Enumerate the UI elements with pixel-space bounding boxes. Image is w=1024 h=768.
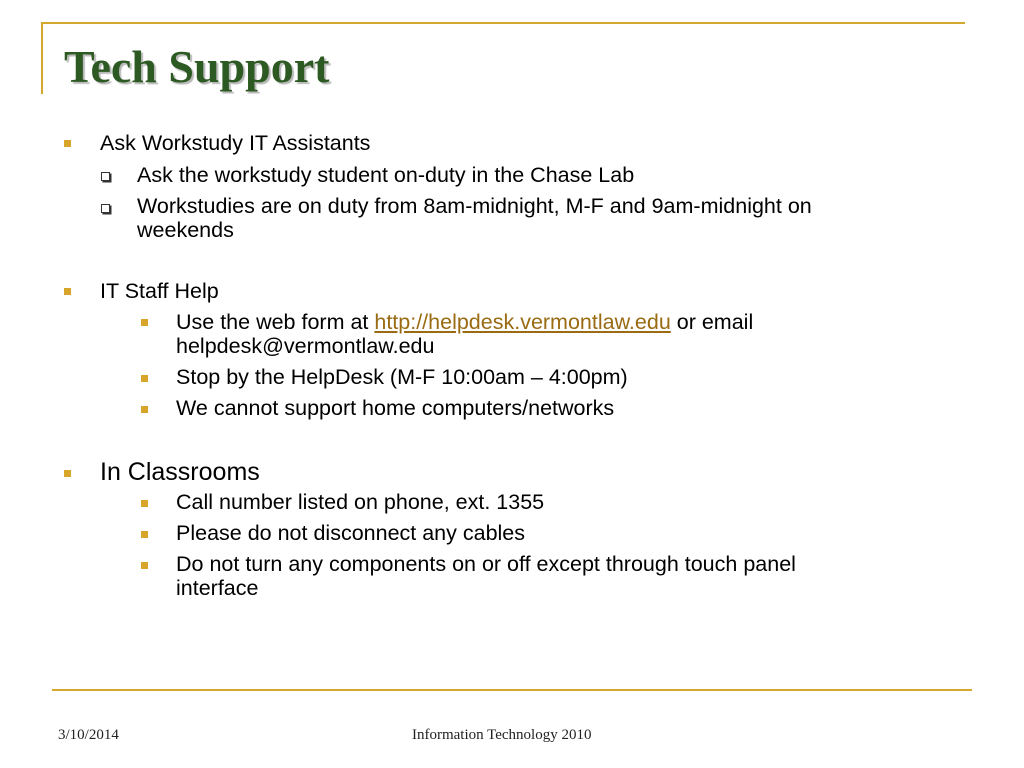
- helpdesk-link[interactable]: http://helpdesk.vermontlaw.edu: [374, 310, 671, 334]
- footer-title: Information Technology 2010: [412, 727, 592, 743]
- bullet-square-icon: [141, 319, 148, 326]
- workstudy-item-2-cont: weekends: [137, 218, 234, 242]
- section-workstudy-label: Ask Workstudy IT Assistants: [100, 131, 371, 155]
- bullet-square-icon: [64, 470, 71, 477]
- bullet-square-icon: [141, 500, 148, 507]
- classroom-item-components: Do not turn any components on or off except through touch panel: [176, 552, 796, 576]
- bullet-square-icon: [64, 288, 71, 295]
- bullet-square-icon: [64, 140, 71, 147]
- section-staff-label: IT Staff Help: [100, 279, 219, 303]
- bullet-square-icon: [141, 375, 148, 382]
- bullet-square-icon: [141, 531, 148, 538]
- classroom-item-phone: Call number listed on phone, ext. 1355: [176, 490, 545, 514]
- classroom-item-cables: Please do not disconnect any cables: [176, 521, 526, 545]
- slide-title: Tech Support: [64, 41, 330, 92]
- helpdesk-email: helpdesk@vermontlaw.edu: [176, 334, 435, 358]
- workstudy-item-2: Workstudies are on duty from 8am-midnight, M-F and 9am-midnight on: [137, 194, 812, 218]
- webform-suffix: or email: [670, 310, 754, 334]
- footer-rule: [52, 689, 972, 691]
- staff-item-home: We cannot support home computers/networks: [176, 396, 615, 420]
- bullet-square-icon: [141, 406, 148, 413]
- staff-webform-line: [176, 310, 753, 334]
- bullet-hollow-square-icon: [101, 204, 110, 213]
- webform-prefix: Use the web form at: [176, 310, 375, 334]
- classroom-item-components-cont: interface: [176, 576, 259, 600]
- bullet-hollow-square-icon: [101, 172, 110, 181]
- workstudy-item-1: Ask the workstudy student on-duty in the Chase Lab: [137, 163, 635, 187]
- staff-item-helpdesk: Stop by the HelpDesk (M-F 10:00am – 4:00pm): [176, 365, 628, 389]
- bullet-square-icon: [141, 562, 148, 569]
- section-classrooms-label: In Classrooms: [100, 458, 260, 486]
- footer-date: 3/10/2014: [58, 727, 119, 743]
